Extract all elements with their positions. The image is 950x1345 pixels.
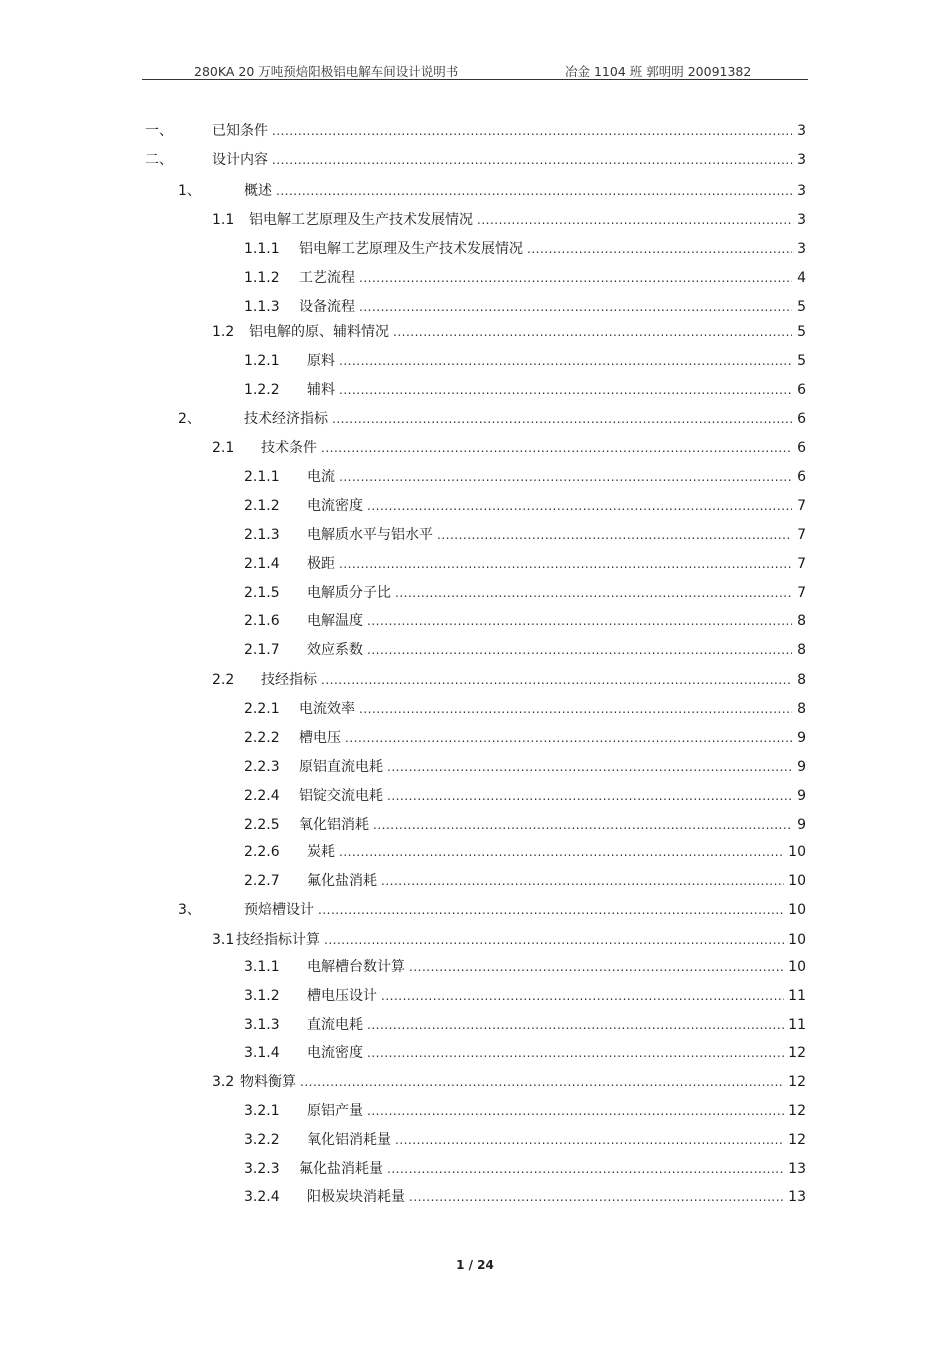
toc-entry-page: 10 bbox=[788, 902, 806, 918]
toc-dot-leader bbox=[345, 729, 792, 747]
toc-dot-leader bbox=[367, 1102, 784, 1120]
toc-entry-number: 2.1 bbox=[212, 440, 235, 456]
toc-entry-page: 8 bbox=[797, 613, 806, 629]
toc-entry-title: 电解温度 bbox=[307, 613, 363, 629]
toc-entry-title: 效应系数 bbox=[307, 642, 363, 658]
toc-entry-page: 13 bbox=[788, 1189, 806, 1205]
toc-entry-title: 氟化盐消耗 bbox=[307, 873, 377, 889]
toc-entry-page: 11 bbox=[788, 988, 806, 1004]
toc-entry-number: 1.1.1 bbox=[244, 241, 280, 257]
toc-entry-page: 10 bbox=[788, 932, 806, 948]
toc-entry-number: 1.1.3 bbox=[244, 299, 280, 315]
toc-entry[interactable] bbox=[244, 612, 806, 630]
toc-entry-number: 3.2.1 bbox=[244, 1103, 280, 1119]
toc-entry-title: 电解槽台数计算 bbox=[307, 959, 405, 975]
toc-entry-page: 9 bbox=[797, 730, 806, 746]
toc-dot-leader bbox=[395, 1131, 784, 1149]
toc-entry-page: 7 bbox=[797, 585, 806, 601]
toc-entry-title: 铝锭交流电耗 bbox=[299, 788, 383, 804]
toc-dot-leader bbox=[367, 1016, 784, 1034]
toc-dot-leader bbox=[300, 1073, 784, 1091]
toc-entry[interactable] bbox=[145, 122, 806, 140]
toc-entry-page: 3 bbox=[797, 183, 806, 199]
toc-entry-title: 电解质分子比 bbox=[307, 585, 391, 601]
toc-entry-page: 6 bbox=[797, 440, 806, 456]
toc-dot-leader bbox=[332, 410, 792, 428]
toc-entry-page: 10 bbox=[788, 873, 806, 889]
toc-entry-number: 2.2.4 bbox=[244, 788, 280, 804]
toc-entry-title: 技经指标 bbox=[261, 672, 317, 688]
toc-entry-title: 已知条件 bbox=[212, 123, 268, 139]
toc-entry[interactable] bbox=[212, 931, 806, 949]
toc-entry[interactable] bbox=[145, 151, 806, 169]
toc-entry-title: 设备流程 bbox=[299, 299, 355, 315]
toc-entry-number: 1.2 bbox=[212, 324, 235, 340]
toc-entry-page: 8 bbox=[797, 701, 806, 717]
toc-entry[interactable] bbox=[212, 323, 806, 341]
toc-entry-page: 3 bbox=[797, 123, 806, 139]
toc-entry-page: 5 bbox=[797, 299, 806, 315]
toc-entry-number: 3.2.4 bbox=[244, 1189, 280, 1205]
toc-entry[interactable] bbox=[244, 958, 806, 976]
toc-entry-number: 1.2.2 bbox=[244, 382, 280, 398]
toc-entry[interactable] bbox=[212, 439, 806, 457]
toc-entry-page: 8 bbox=[797, 642, 806, 658]
toc-dot-leader bbox=[367, 1044, 784, 1062]
toc-entry-number: 2.1.3 bbox=[244, 527, 280, 543]
toc-dot-leader bbox=[367, 641, 792, 659]
toc-entry-title: 氧化铝消耗 bbox=[299, 817, 369, 833]
toc-entry-number: 3.1.2 bbox=[244, 988, 280, 1004]
toc-dot-leader bbox=[339, 843, 784, 861]
toc-dot-leader bbox=[395, 584, 792, 602]
page-number: 1 / 24 bbox=[456, 1258, 494, 1272]
toc-entry[interactable] bbox=[244, 1102, 806, 1120]
toc-dot-leader bbox=[339, 352, 792, 370]
toc-entry-number: 2.2.5 bbox=[244, 817, 280, 833]
toc-dot-leader bbox=[321, 671, 792, 689]
toc-entry-title: 预焙槽设计 bbox=[244, 902, 314, 918]
toc-entry-number: 2.2.1 bbox=[244, 701, 280, 717]
toc-entry-number: 3.1.3 bbox=[244, 1017, 280, 1033]
toc-entry-title: 阳极炭块消耗量 bbox=[307, 1189, 405, 1205]
toc-entry-title: 铝电解工艺原理及生产技术发展情况 bbox=[249, 212, 473, 228]
toc-entry-number: 2、 bbox=[178, 411, 201, 427]
toc-entry-title: 铝电解的原、辅料情况 bbox=[249, 324, 389, 340]
toc-entry-page: 7 bbox=[797, 498, 806, 514]
toc-entry-page: 4 bbox=[797, 270, 806, 286]
toc-entry-number: 3.1.1 bbox=[244, 959, 280, 975]
toc-dot-leader bbox=[387, 1160, 784, 1178]
toc-entry-page: 12 bbox=[788, 1132, 806, 1148]
toc-dot-leader bbox=[359, 700, 792, 718]
toc-entry-page: 9 bbox=[797, 788, 806, 804]
toc-entry[interactable] bbox=[244, 1044, 806, 1062]
toc-dot-leader bbox=[324, 931, 784, 949]
toc-entry[interactable] bbox=[244, 787, 806, 805]
toc-dot-leader bbox=[381, 987, 784, 1005]
toc-entry-title: 直流电耗 bbox=[307, 1017, 363, 1033]
toc-entry-page: 3 bbox=[797, 241, 806, 257]
toc-entry-page: 9 bbox=[797, 817, 806, 833]
toc-dot-leader bbox=[381, 872, 784, 890]
toc-dot-leader bbox=[373, 816, 792, 834]
toc-entry-title: 槽电压设计 bbox=[307, 988, 377, 1004]
toc-entry-title: 电解质水平与铝水平 bbox=[307, 527, 433, 543]
toc-entry-number: 2.1.1 bbox=[244, 469, 280, 485]
toc-entry-page: 12 bbox=[788, 1103, 806, 1119]
toc-entry-number: 2.2.7 bbox=[244, 873, 280, 889]
toc-entry-title: 氟化盐消耗量 bbox=[299, 1161, 383, 1177]
toc-entry[interactable] bbox=[244, 497, 806, 515]
toc-entry-number: 2.1.6 bbox=[244, 613, 280, 629]
toc-entry[interactable] bbox=[244, 700, 806, 718]
toc-entry-number: 3、 bbox=[178, 902, 201, 918]
toc-dot-leader bbox=[367, 612, 792, 630]
toc-entry[interactable] bbox=[244, 381, 806, 399]
toc-entry-page: 8 bbox=[797, 672, 806, 688]
toc-entry[interactable] bbox=[244, 843, 806, 861]
toc-entry-title: 原料 bbox=[307, 353, 335, 369]
toc-entry-title: 电流 bbox=[307, 469, 335, 485]
toc-entry-title: 物料衡算 bbox=[240, 1074, 296, 1090]
toc-dot-leader bbox=[339, 555, 792, 573]
toc-entry-page: 10 bbox=[788, 844, 806, 860]
toc-dot-leader bbox=[367, 497, 792, 515]
toc-dot-leader bbox=[359, 269, 792, 287]
toc-entry-title: 炭耗 bbox=[307, 844, 335, 860]
toc-entry-page: 7 bbox=[797, 527, 806, 543]
toc-entry-page: 5 bbox=[797, 324, 806, 340]
toc-dot-leader bbox=[359, 298, 792, 316]
toc-entry-title: 技术经济指标 bbox=[244, 411, 328, 427]
toc-entry[interactable] bbox=[178, 410, 806, 428]
toc-entry[interactable] bbox=[244, 1131, 806, 1149]
toc-entry-number: 3.2.2 bbox=[244, 1132, 280, 1148]
toc-entry-page: 11 bbox=[788, 1017, 806, 1033]
toc-entry-page: 6 bbox=[797, 411, 806, 427]
toc-dot-leader bbox=[387, 787, 792, 805]
toc-dot-leader bbox=[318, 901, 784, 919]
toc-entry[interactable] bbox=[244, 758, 806, 776]
toc-entry[interactable] bbox=[244, 298, 806, 316]
toc-entry[interactable] bbox=[244, 555, 806, 573]
toc-entry-number: 2.1.7 bbox=[244, 642, 280, 658]
toc-dot-leader bbox=[339, 468, 792, 486]
toc-dot-leader bbox=[477, 211, 792, 229]
toc-entry-number: 2.2.3 bbox=[244, 759, 280, 775]
toc-dot-leader bbox=[409, 1188, 784, 1206]
toc-entry-title: 电流效率 bbox=[299, 701, 355, 717]
toc-dot-leader bbox=[437, 526, 792, 544]
toc-entry[interactable] bbox=[244, 1016, 806, 1034]
toc-entry-title: 电流密度 bbox=[307, 498, 363, 514]
toc-entry-number: 1.1 bbox=[212, 212, 235, 228]
toc-dot-leader bbox=[321, 439, 792, 457]
toc-entry[interactable] bbox=[212, 211, 806, 229]
page-header bbox=[142, 60, 808, 80]
toc-entry-number: 2.2.6 bbox=[244, 844, 280, 860]
toc-entry[interactable] bbox=[244, 987, 806, 1005]
toc-entry-title: 设计内容 bbox=[212, 152, 268, 168]
toc-entry[interactable] bbox=[178, 901, 806, 919]
toc-entry-page: 6 bbox=[797, 469, 806, 485]
toc-entry-number: 3.1.4 bbox=[244, 1045, 280, 1061]
toc-entry-title: 技经指标计算 bbox=[236, 932, 320, 948]
toc-entry-page: 6 bbox=[797, 382, 806, 398]
toc-entry-page: 12 bbox=[788, 1045, 806, 1061]
toc-entry-number: 2.2.2 bbox=[244, 730, 280, 746]
toc-entry-page: 7 bbox=[797, 556, 806, 572]
toc-entry[interactable] bbox=[244, 352, 806, 370]
toc-entry-number: 2.1.2 bbox=[244, 498, 280, 514]
toc-entry-number: 2.2 bbox=[212, 672, 235, 688]
toc-entry-title: 铝电解工艺原理及生产技术发展情况 bbox=[299, 241, 523, 257]
toc-entry[interactable] bbox=[244, 872, 806, 890]
toc-entry-title: 原铝直流电耗 bbox=[299, 759, 383, 775]
toc-entry-number: 3.2.3 bbox=[244, 1161, 280, 1177]
toc-dot-leader bbox=[393, 323, 792, 341]
toc-entry-page: 3 bbox=[797, 212, 806, 228]
toc-entry[interactable] bbox=[244, 468, 806, 486]
toc-entry[interactable] bbox=[212, 671, 806, 689]
toc-entry-title: 氧化铝消耗量 bbox=[307, 1132, 391, 1148]
toc-dot-leader bbox=[272, 151, 792, 169]
toc-dot-leader bbox=[339, 381, 792, 399]
toc-entry-page: 3 bbox=[797, 152, 806, 168]
toc-entry-page: 13 bbox=[788, 1161, 806, 1177]
header-author-info: 冶金 1104 班 郭明明 20091382 bbox=[565, 64, 752, 79]
toc-entry-number: 二、 bbox=[145, 152, 173, 168]
toc-dot-leader bbox=[272, 122, 792, 140]
toc-entry[interactable] bbox=[244, 816, 806, 834]
toc-dot-leader bbox=[527, 240, 792, 258]
toc-entry-page: 9 bbox=[797, 759, 806, 775]
toc-entry[interactable] bbox=[178, 182, 806, 200]
toc-entry-number: 一、 bbox=[145, 123, 173, 139]
toc-entry-title: 极距 bbox=[307, 556, 335, 572]
toc-dot-leader bbox=[387, 758, 792, 776]
toc-entry-number: 1.1.2 bbox=[244, 270, 280, 286]
toc-entry-number: 2.1.4 bbox=[244, 556, 280, 572]
toc-entry[interactable] bbox=[212, 1073, 806, 1091]
toc-entry[interactable] bbox=[244, 641, 806, 659]
toc-entry[interactable] bbox=[244, 269, 806, 287]
toc-entry[interactable] bbox=[244, 526, 806, 544]
toc-entry-title: 概述 bbox=[244, 183, 272, 199]
toc-entry-title: 工艺流程 bbox=[299, 270, 355, 286]
toc-entry[interactable] bbox=[244, 1160, 806, 1178]
toc-entry-title: 辅料 bbox=[307, 382, 335, 398]
toc-dot-leader bbox=[409, 958, 784, 976]
toc-entry-number: 1、 bbox=[178, 183, 201, 199]
toc-dot-leader bbox=[276, 182, 792, 200]
toc-entry-title: 槽电压 bbox=[299, 730, 341, 746]
toc-entry-title: 技术条件 bbox=[261, 440, 317, 456]
toc-entry-page: 12 bbox=[788, 1074, 806, 1090]
toc-entry[interactable] bbox=[244, 729, 806, 747]
toc-entry[interactable] bbox=[244, 240, 806, 258]
toc-entry-number: 2.1.5 bbox=[244, 585, 280, 601]
toc-entry-number: 3.2 bbox=[212, 1074, 235, 1090]
toc-entry-number: 3.1 bbox=[212, 932, 235, 948]
header-document-title: 280KA 20 万吨预焙阳极铝电解车间设计说明书 bbox=[194, 64, 459, 79]
toc-entry-number: 1.2.1 bbox=[244, 353, 280, 369]
toc-entry-page: 5 bbox=[797, 353, 806, 369]
toc-entry[interactable] bbox=[244, 1188, 806, 1206]
toc-entry-page: 10 bbox=[788, 959, 806, 975]
toc-entry-title: 原铝产量 bbox=[307, 1103, 363, 1119]
toc-entry[interactable] bbox=[244, 584, 806, 602]
toc-entry-title: 电流密度 bbox=[307, 1045, 363, 1061]
